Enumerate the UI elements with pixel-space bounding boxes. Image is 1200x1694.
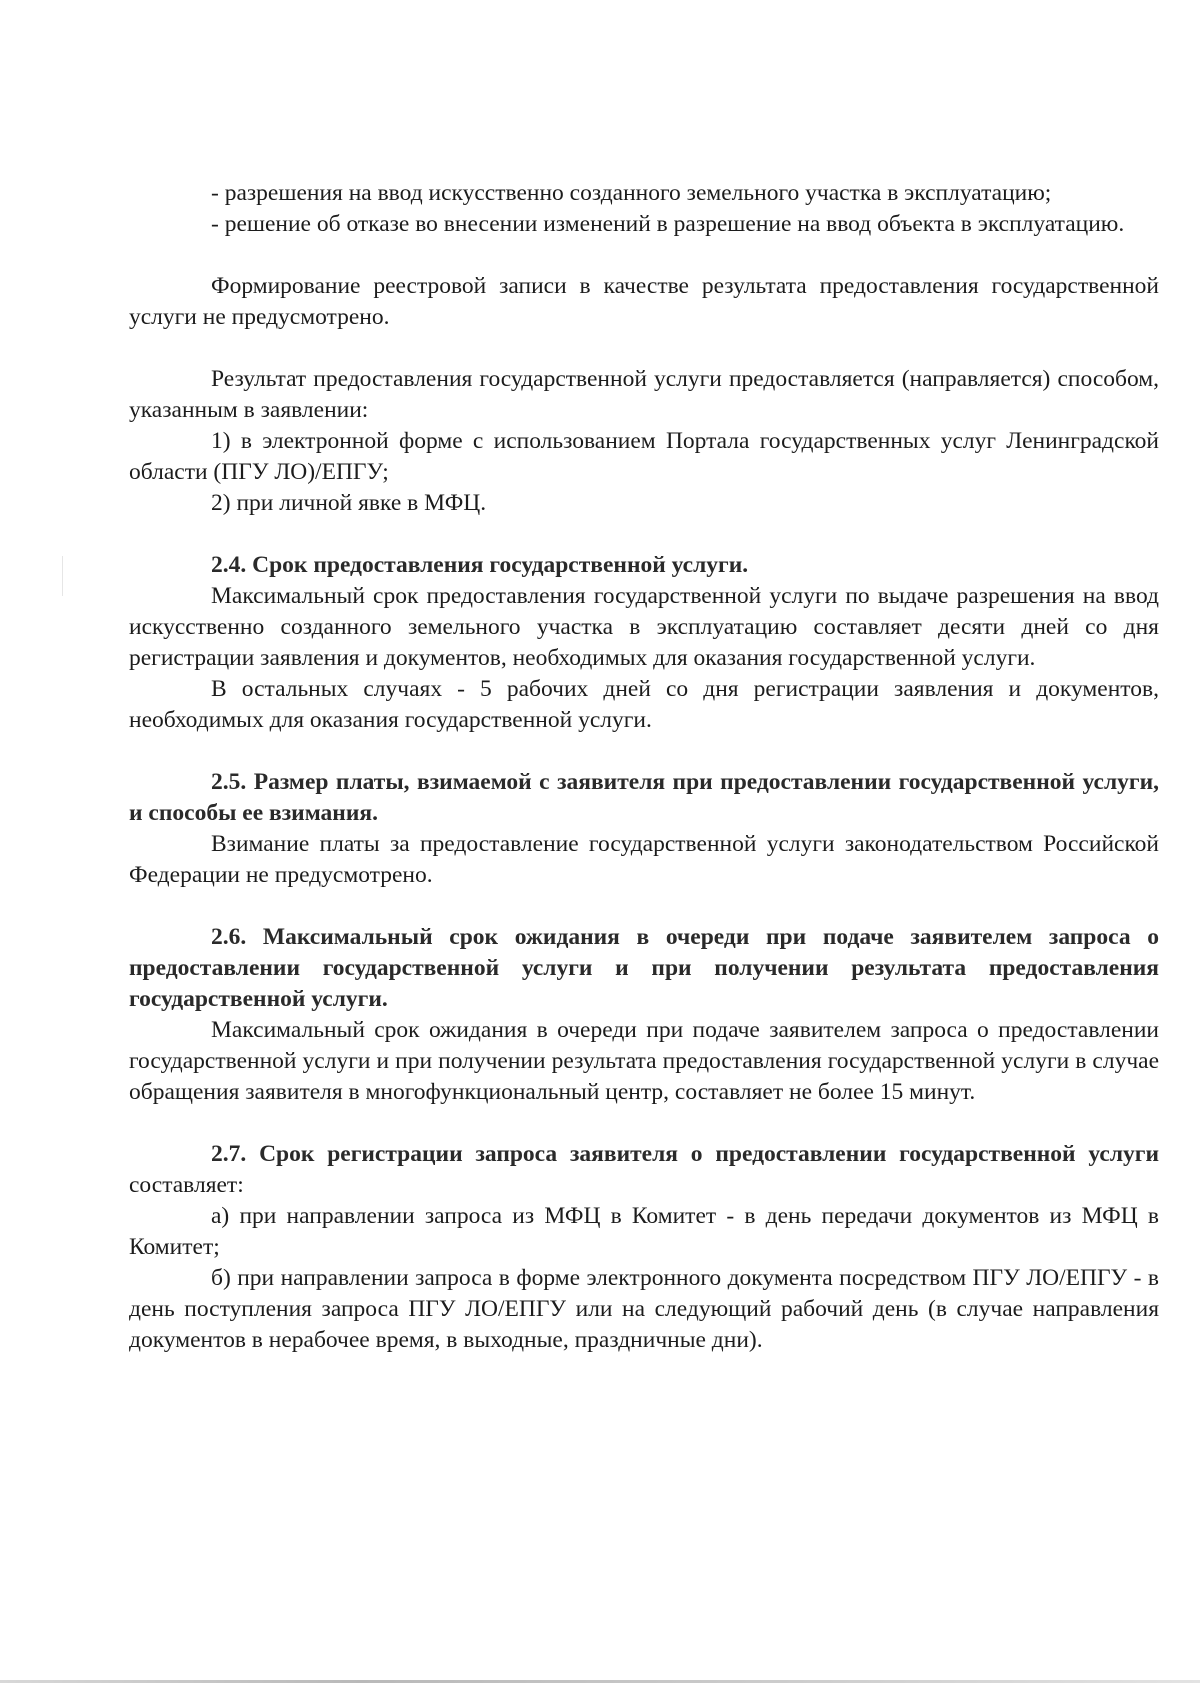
list-item-electronic: 1) в электронной форме с использованием Портала государственных услуг Ленинградской области (ПГУ ЛО)/ЕПГУ; — [129, 428, 1159, 485]
section-heading-2-7-bold: 2.7. Срок регистрации запроса заявителя о предоставлении государственной услуги — [211, 1141, 1159, 1167]
paragraph-other-cases: В остальных случаях - 5 рабочих дней со дня регистрации заявления и документов, необходимых для оказания государственной услуги. — [129, 676, 1159, 733]
paragraph-fee: Взимание платы за предоставление государственной услуги законодательством Российской Федерации не предусмотрено. — [129, 831, 1159, 888]
list-item-permit: - разрешения на ввод искусственно созданного земельного участка в эксплуатацию; — [211, 180, 1052, 206]
document-body — [129, 178, 1159, 1356]
list-item-in-person: 2) при личной явке в МФЦ. — [211, 490, 487, 516]
page-bottom-edge — [0, 1680, 1200, 1683]
list-item-mfc: а) при направлении запроса из МФЦ в Комитет - в день передачи документов из МФЦ в Комитет; — [129, 1203, 1159, 1260]
paragraph-max-term: Максимальный срок предоставления государственной услуги по выдаче разрешения на ввод искусственно созданного земельного участка в эксплуатацию составляет десяти дней со дня регистрации заявления и документов, необходимых для оказания государственной услуги. — [129, 583, 1159, 671]
section-heading-2-6: 2.6. Максимальный срок ожидания в очереди при подаче заявителем запроса о предоставлении государственной услуги и при получении результата предоставления государственной услуги. — [129, 924, 1159, 1012]
section-heading-2-5: 2.5. Размер платы, взимаемой с заявителя при предоставлении государственной услуги, и способы ее взимания. — [129, 769, 1159, 826]
section-heading-2-7-rest: составляет: — [129, 1172, 244, 1198]
paragraph-registry-record: Формирование реестровой записи в качестве результата предоставления государственной услуги не предусмотрено. — [129, 273, 1159, 330]
paragraph-queue-time: Максимальный срок ожидания в очереди при подаче заявителем запроса о предоставлении государственной услуги и при получении результата предоставления государственной услуги в случае обращения заявителя в многофункциональный центр, составляет не более 15 минут. — [129, 1017, 1159, 1105]
section-heading-2-4: 2.4. Срок предоставления государственной услуги. — [211, 552, 749, 578]
scan-artifact — [62, 556, 63, 596]
section-heading-2-7 — [129, 1139, 1159, 1201]
paragraph-result-delivery: Результат предоставления государственной услуги предоставляется (направляется) способом, указанным в заявлении: — [129, 366, 1159, 423]
list-item-refusal: - решение об отказе во внесении изменений в разрешение на ввод объекта в эксплуатацию. — [211, 211, 1125, 237]
list-item-electronic-request: б) при направлении запроса в форме электронного документа посредством ПГУ ЛО/ЕПГУ - в день поступления запроса ПГУ ЛО/ЕПГУ или на следующий рабочий день (в случае направления документов в нерабочее время, в выходные, праздничные дни). — [129, 1265, 1159, 1353]
